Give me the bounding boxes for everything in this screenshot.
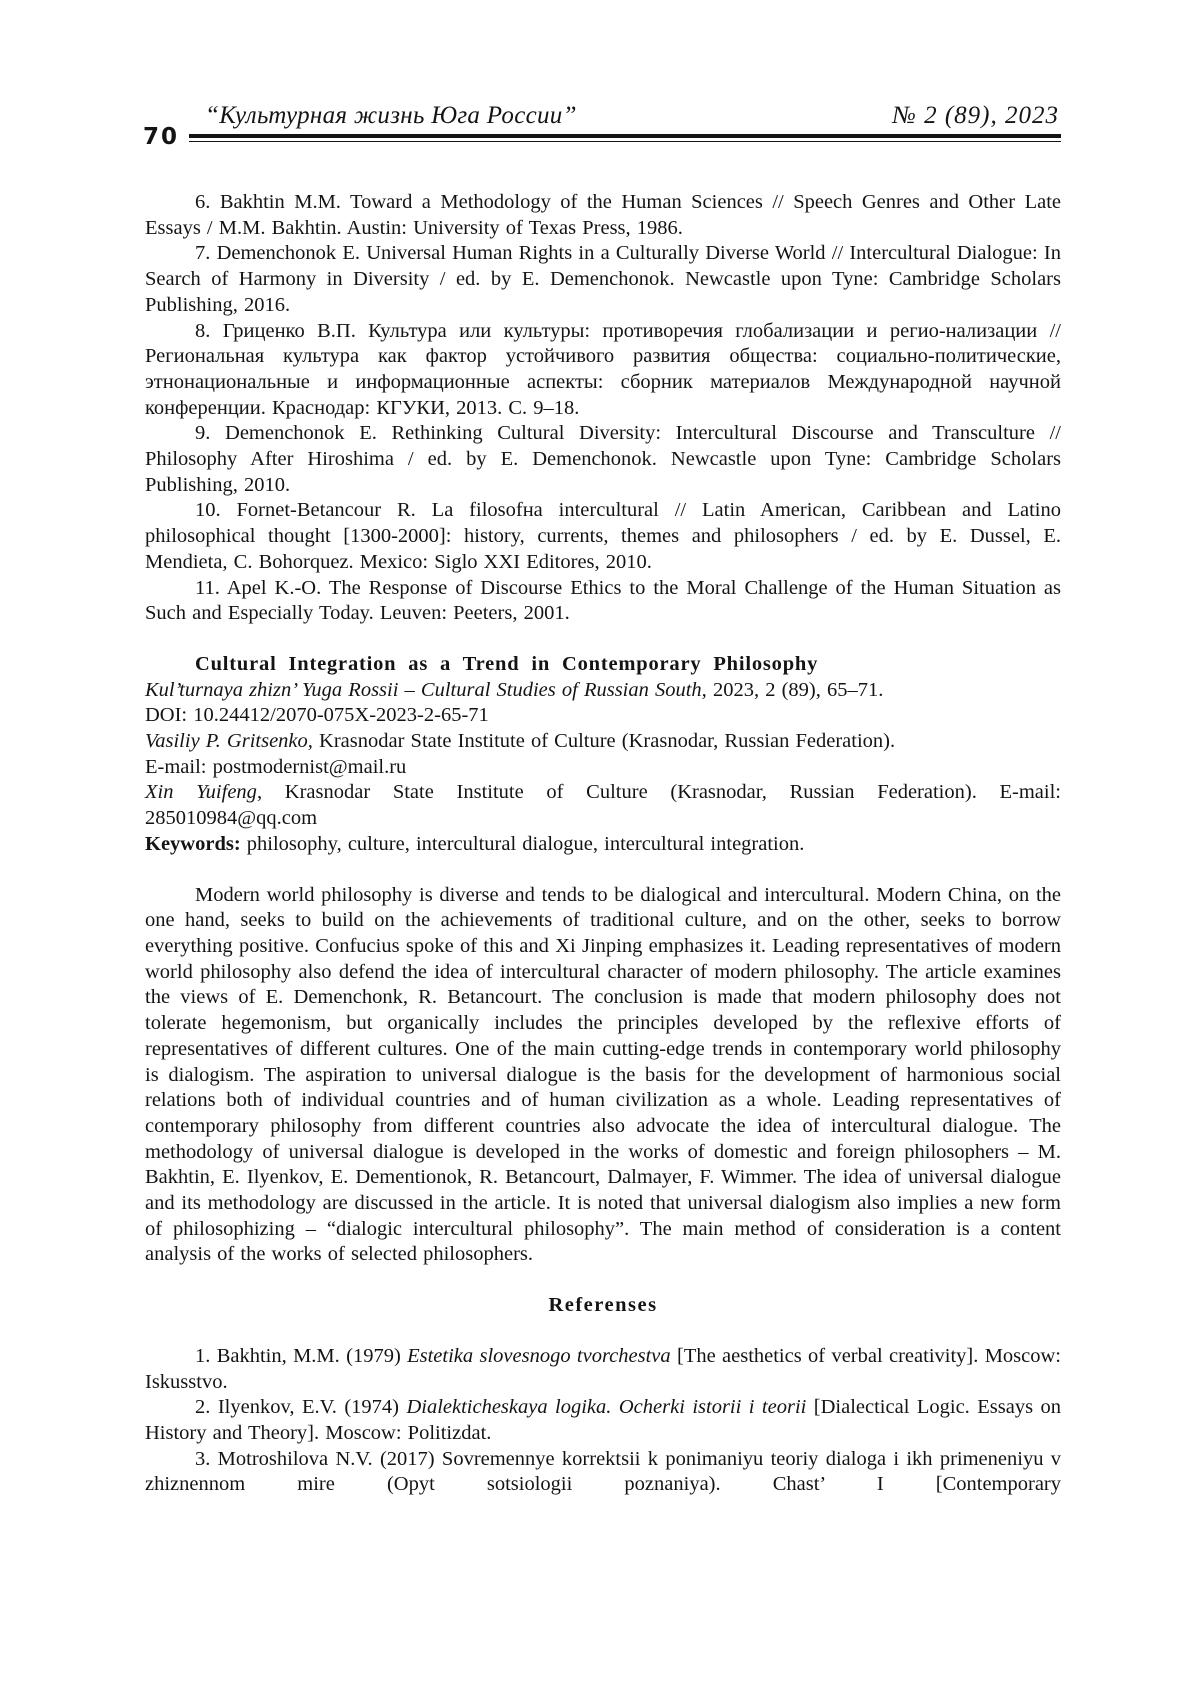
- references-heading: Referenses: [548, 1294, 658, 1317]
- author-2-name: Xin Yuifeng: [145, 781, 257, 804]
- reference-item: 7. Demenchonok E. Universal Human Rights in a Culturally Diverse World // Intercultural Dialogue: In Search of Harmony in Diversity / ed. by E. Demenchonok. Newcastle upon Tyne: Cambridge Scholars Publishing, 2016.: [145, 242, 1061, 316]
- journal-citation-italic: Kul’turnaya zhizn’ Yuga Rossii – Cultural Studies of Russian South,: [145, 678, 707, 701]
- ref-text: 3. Motroshilova N.V. (2017) Sovremennye korrektsii k ponimaniyu teoriy dialoga i ikh primeneniyu v zhiznennom mire (Opyt sotsiologii poznaniya). Chast’ I [Contemporary: [145, 1447, 1061, 1496]
- author-1-email: E-mail: postmodernist@mail.ru: [145, 755, 407, 778]
- abstract: Modern world philosophy is diverse and tends to be dialogical and intercultural. Modern China, on the one hand, seeks to build on the achievements of traditional culture, and on the other, seeks to borrow everything positive. Confucius spoke of this and Xi Jinping emphasizes it. Leading representatives of modern world philosophy also defend the idea of intercultural character of modern philosophy. The article examines the views of E. Demenchonk, R. Betancourt. The conclusion is made that modern philosophy does not tolerate hegemonism, but organically includes the principles developed by the reflexive efforts of representatives of different cultures. One of the main cutting-edge trends in contemporary world philosophy is dialogism. The aspiration to universal dialogue is the basis for the development of harmonious social relations both of individual countries and of human civilization as a whole. Leading representatives of contemporary philosophy from different countries also advocate the idea of intercultural dialogue. The methodology of universal dialogue is developed in the works of domestic and foreign philosophers – M. Bakhtin, E. Ilyenkov, E. Dementionok, R. Betancourt, Dalmayer, F. Wimmer. The idea of universal dialogue and its methodology are discussed in the article. It is noted that universal dialogism also implies a new form of philosophizing – “dialogic intercultural philosophy”. The main method of consideration is a content analysis of the works of selected philosophers.: [145, 883, 1061, 1266]
- page-number: 70: [143, 124, 180, 150]
- author-1: [145, 729, 1061, 755]
- keywords: [145, 832, 1061, 858]
- ref-details: [Dialectical Logic. Essays on History and Theory]. Moscow: Politizdat.: [145, 1396, 1061, 1444]
- spacer: [145, 1268, 1061, 1293]
- issue-number: № 2 (89), 2023: [892, 102, 1059, 129]
- ref-author: 2. Ilyenkov, E.V. (1974): [195, 1396, 407, 1419]
- ref-details: [The aesthetics of verbal creativity]. Moscow: Iskusstvo.: [145, 1344, 1062, 1393]
- main-content: [145, 190, 1061, 1498]
- header-rule-thick: [189, 134, 1061, 138]
- ref-author: 1. Bakhtin, M.M. (1979): [195, 1344, 408, 1367]
- journal-title: “Культурная жизнь Юга России”: [205, 102, 577, 129]
- running-header: [143, 98, 1061, 148]
- reference-item: 9. Demenchonok E. Rethinking Cultural Diversity: Intercultural Discourse and Transculture // Philosophy After Hiroshima / ed. by E. Demenchonok. Newcastle upon Tyne: Cambridge Scholars Publishing, 2010.: [145, 422, 1061, 496]
- author-2-affiliation: , Krasnodar State Institute of Culture (Krasnodar, Russian Federation). E-mail: 285010984@qq.com: [145, 781, 1061, 830]
- reference-item: 8. Гриценко В.П. Культура или культуры: противоречия глобализации и регио-нализации // Региональная культура как фактор устойчивого развития общества: социально-политические, этнонациональные и информационные аспекты: сборник материалов Международной научной конференции. Краснодар: КГУКИ, 2013. С. 9–18.: [145, 319, 1061, 419]
- spacer: [145, 627, 1061, 652]
- reference-item: [145, 1395, 1061, 1446]
- doi: DOI: 10.24412/2070-075X-2023-2-65-71: [145, 704, 489, 727]
- header-rule-thin: [189, 141, 1061, 142]
- keywords-label: Keywords:: [145, 832, 241, 855]
- reference-item: 6. Bakhtin M.M. Toward a Methodology of the Human Sciences // Speech Genres and Other Late Essays / M.M. Bakhtin. Austin: University of Texas Press, 1986.: [145, 191, 1061, 239]
- ref-title: Dialekticheskaya logika. Ocherki istorii i teorii: [406, 1396, 807, 1419]
- spacer: [145, 858, 1061, 883]
- ref-title: Estetika slovesnogo tvorchestva: [407, 1344, 671, 1367]
- reference-item: 10. Fornet-Betancour R. La filosofнa intercultural // Latin American, Caribbean and Latino philosophical thought [1300-2000]: history, currents, themes and philosophers / ed. by E. Dussel, E. Mendieta, C. Bohorquez. Mexico: Siglo XXI Editores, 2010.: [145, 499, 1061, 573]
- author-1-affiliation: Krasnodar State Institute of Culture (Krasnodar, Russian Federation).: [312, 730, 896, 753]
- keywords-list: philosophy, culture, intercultural dialogue, intercultural integration.: [240, 832, 805, 855]
- reference-item: [145, 1447, 1061, 1498]
- reference-item: 11. Apel K.-O. The Response of Discourse Ethics to the Moral Challenge of the Human Situation as Such and Especially Today. Leuven: Peeters, 2001.: [145, 576, 1061, 625]
- reference-item: [145, 1344, 1061, 1395]
- author-2: [145, 780, 1061, 831]
- journal-citation: [145, 678, 1061, 704]
- reference-list-russian: [145, 190, 1061, 627]
- journal-citation-details: 2023, 2 (89), 65–71.: [706, 678, 884, 701]
- author-1-name: Vasiliy P. Gritsenko,: [145, 730, 313, 753]
- spacer: [145, 1319, 1061, 1344]
- article-metadata: [145, 652, 1061, 858]
- article-title: Cultural Integration as a Trend in Contemporary Philosophy: [195, 652, 819, 675]
- reference-list-english: [145, 1344, 1061, 1498]
